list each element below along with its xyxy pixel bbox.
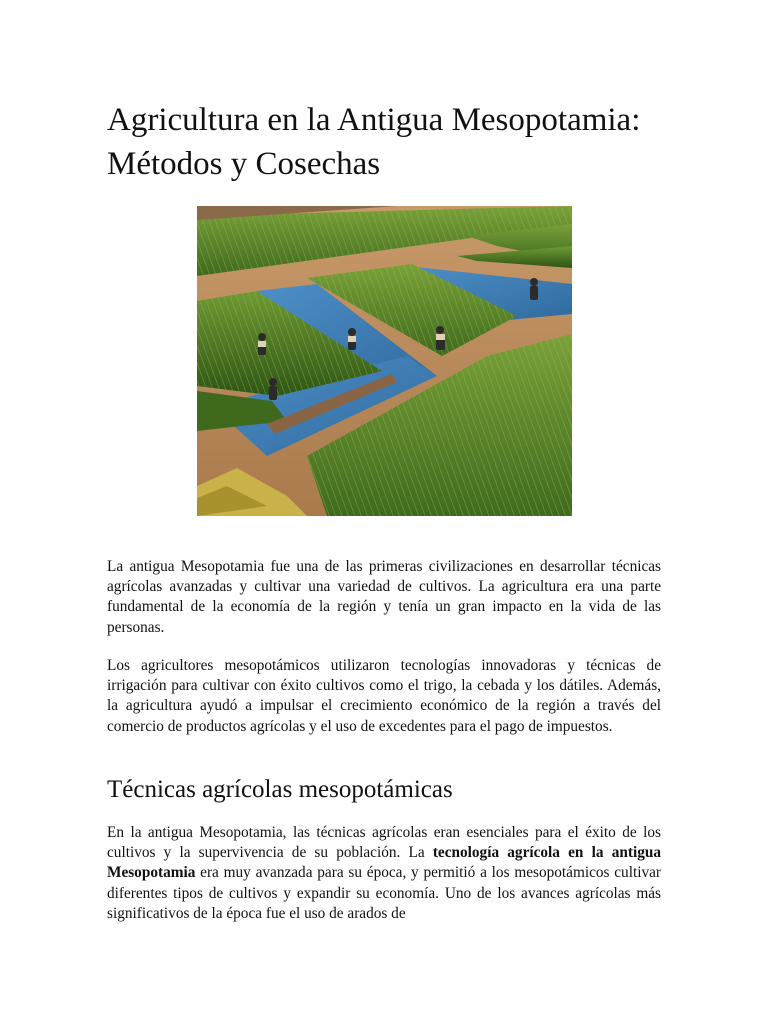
techniques-text-end: era muy avanzada para su época, y permitió a los mesopotámicos cultivar diferentes tipos de cultivos y expandir su economía. Uno de los avances agrícolas más significativos de la época fue el uso de arados de — [107, 864, 661, 922]
page-title: Agricultura en la Antigua Mesopotamia: Métodos y Cosechas — [107, 102, 641, 182]
techniques-paragraph — [107, 823, 661, 924]
irrigated-fields-illustration — [197, 206, 572, 516]
techniques-bold-phrase: tecnología agrícola en la antigua Mesopotamia — [107, 844, 661, 882]
section-heading: Técnicas agrícolas mesopotámicas — [107, 776, 453, 803]
techniques-text-start: En la antigua Mesopotamia, las técnicas agrícolas eran esenciales para el éxito de los cultivos y la supervivencia de su población. La — [107, 824, 661, 862]
farmers-paragraph: Los agricultores mesopotámicos utilizaron tecnologías innovadoras y técnicas de irrigación para cultivar con éxito cultivos como el trigo, la cebada y los dátiles. Además, la agricultura ayudó a impulsar el crecimiento económico de la región a través del comercio de productos agrícolas y el uso de excedentes para el pago de impuestos. — [107, 657, 661, 735]
intro-paragraph: La antigua Mesopotamia fue una de las primeras civilizaciones en desarrollar técnicas agrícolas avanzadas y cultivar una variedad de cultivos. La agricultura era una parte fundamental de la economía de la región y tenía un gran impacto en la vida de las personas. — [107, 558, 661, 636]
